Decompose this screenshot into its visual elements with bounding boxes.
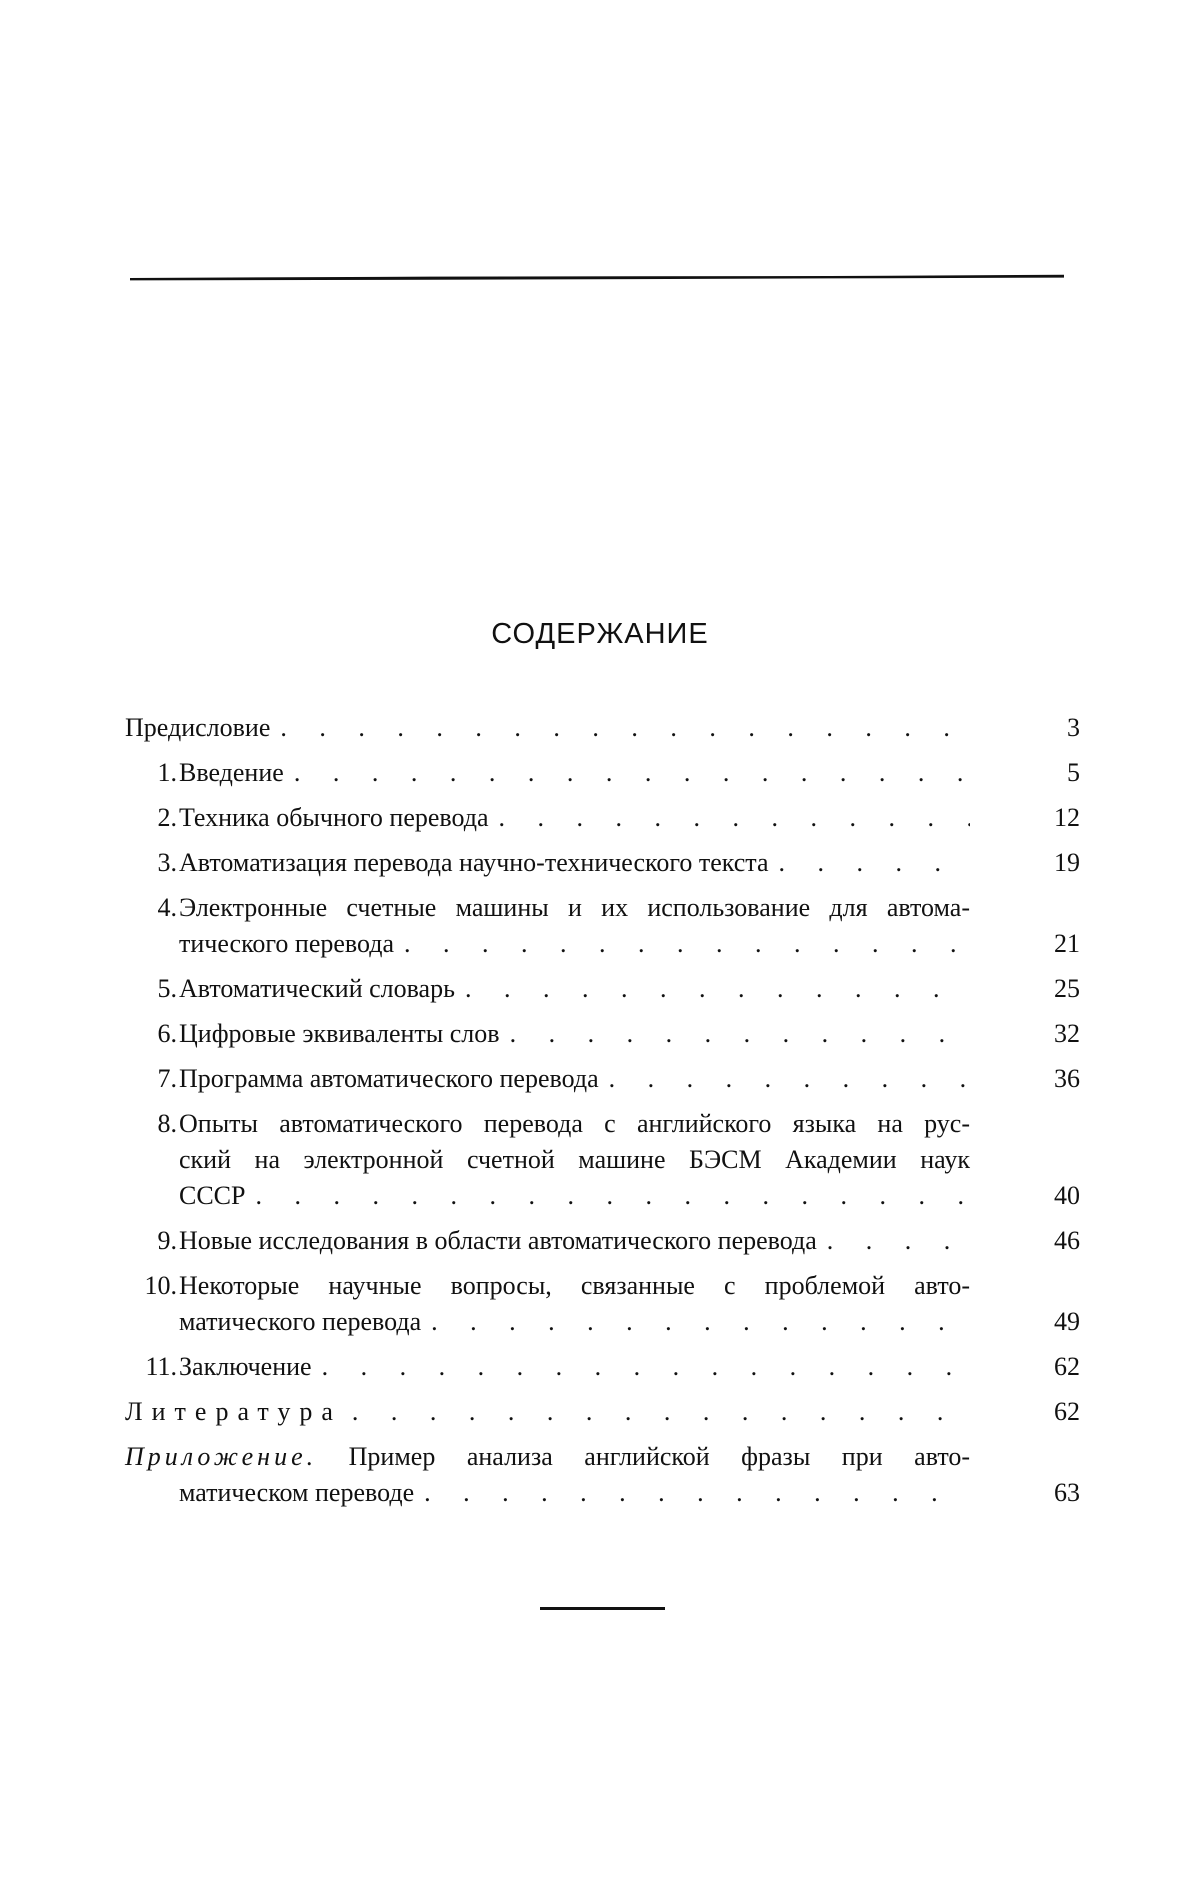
entry-title: Программа автоматического перевода xyxy=(179,1061,599,1097)
toc-entry xyxy=(125,1016,1080,1052)
top-decorative-rule xyxy=(130,273,1064,281)
entry-number: 9. xyxy=(125,1223,177,1259)
entry-title: Литература xyxy=(125,1394,342,1430)
entry-page: 63 xyxy=(990,1475,1080,1511)
entry-page: 62 xyxy=(990,1394,1080,1430)
entry-title: Автоматизация перевода научно-технического текста xyxy=(179,845,769,881)
toc-entry xyxy=(125,1349,1080,1385)
dot-leader xyxy=(322,1349,970,1385)
entry-page: 12 xyxy=(990,800,1080,836)
entry-number: 4. xyxy=(125,890,177,926)
toc-entry xyxy=(125,890,1080,962)
entry-number: 6. xyxy=(125,1016,177,1052)
entry-page: 62 xyxy=(990,1349,1080,1385)
entry-number: 8. xyxy=(125,1106,177,1142)
dot-leader xyxy=(499,800,970,836)
entry-title: Техника обычного перевода xyxy=(179,800,489,836)
entry-page: 21 xyxy=(990,926,1080,962)
entry-page: 5 xyxy=(990,755,1080,791)
dot-leader xyxy=(465,971,970,1007)
entry-title: Введение xyxy=(179,755,284,791)
toc-entry xyxy=(125,1394,1080,1430)
toc-list xyxy=(125,710,1080,1520)
appendix-label: Приложение. xyxy=(125,1442,317,1471)
entry-page: 3 xyxy=(990,710,1080,746)
entry-title: Некоторые научные вопросы, связанные с проблемой авто- xyxy=(179,1268,970,1304)
toc-entry xyxy=(125,845,1080,881)
toc-entry xyxy=(125,800,1080,836)
toc-entry xyxy=(125,1223,1080,1259)
entry-number: 7. xyxy=(125,1061,177,1097)
entry-title: Новые исследования в области автоматического перевода xyxy=(179,1223,817,1259)
dot-leader xyxy=(424,1475,970,1511)
entry-page: 36 xyxy=(990,1061,1080,1097)
entry-title: Заключение xyxy=(179,1349,312,1385)
entry-page: 46 xyxy=(990,1223,1080,1259)
appendix-title-continued: матическом переводе xyxy=(179,1475,414,1511)
bottom-decorative-rule xyxy=(540,1607,665,1610)
dot-leader xyxy=(280,710,970,746)
entry-title: Электронные счетные машины и их использование для автома- xyxy=(179,890,970,926)
dot-leader xyxy=(779,845,970,881)
entry-page: 49 xyxy=(990,1304,1080,1340)
entry-title: Опыты автоматического перевода с английского языка на рус- xyxy=(179,1106,970,1142)
entry-number: 11. xyxy=(125,1349,177,1385)
entry-title: Автоматический словарь xyxy=(179,971,455,1007)
dot-leader xyxy=(294,755,970,791)
dot-leader xyxy=(352,1394,970,1430)
entry-number: 10. xyxy=(125,1268,177,1304)
entry-number: 5. xyxy=(125,971,177,1007)
dot-leader xyxy=(510,1016,970,1052)
entry-title: Цифровые эквиваленты слов xyxy=(179,1016,500,1052)
entry-number: 3. xyxy=(125,845,177,881)
entry-page: 25 xyxy=(990,971,1080,1007)
dot-leader xyxy=(256,1178,971,1214)
appendix-first-line xyxy=(125,1439,970,1475)
entry-page: 40 xyxy=(990,1178,1080,1214)
dot-leader xyxy=(431,1304,970,1340)
toc-entry xyxy=(125,1061,1080,1097)
entry-number: 2. xyxy=(125,800,177,836)
dot-leader xyxy=(609,1061,970,1097)
entry-title-continued: тического перевода xyxy=(179,926,394,962)
entry-page: 19 xyxy=(990,845,1080,881)
entry-number: 1. xyxy=(125,755,177,791)
entry-title-continued: СССР xyxy=(179,1178,246,1214)
entry-title-continued: ский на электронной счетной машине БЭСМ Академии наук xyxy=(179,1142,970,1178)
entry-title-continued: матического перевода xyxy=(179,1304,421,1340)
toc-entry xyxy=(125,1268,1080,1340)
entry-page: 32 xyxy=(990,1016,1080,1052)
toc-heading: СОДЕРЖАНИЕ xyxy=(0,618,1200,651)
appendix-title: Пример анализа английской фразы при авто- xyxy=(349,1442,970,1471)
toc-entry xyxy=(125,755,1080,791)
toc-entry-appendix xyxy=(125,1439,1080,1511)
dot-leader xyxy=(827,1223,970,1259)
toc-entry xyxy=(125,710,1080,746)
toc-entry xyxy=(125,1106,1080,1214)
toc-entry xyxy=(125,971,1080,1007)
dot-leader xyxy=(404,926,970,962)
entry-title: Предисловие xyxy=(125,710,270,746)
